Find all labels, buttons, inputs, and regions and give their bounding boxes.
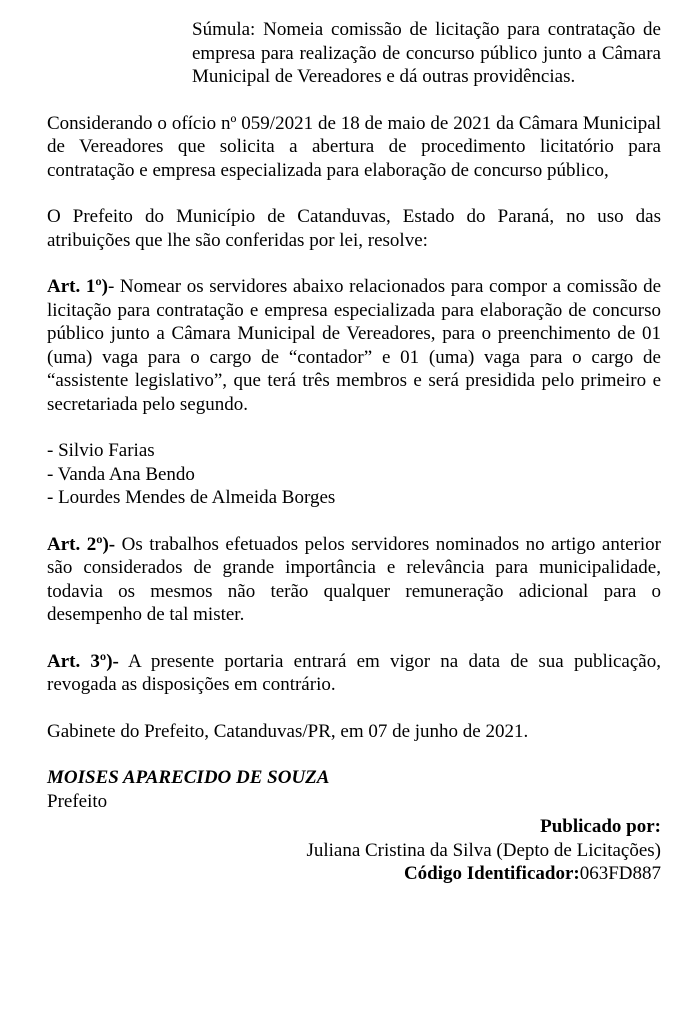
member-item: - Lourdes Mendes de Almeida Borges (47, 487, 336, 508)
article-3-text: A presente portaria entrará em vigor na data de sua publicação, revogada as disposições em contrário. (47, 650, 661, 695)
article-2-paragraph (47, 533, 661, 627)
member-item: - Vanda Ana Bendo (47, 463, 195, 485)
members-list (47, 439, 661, 510)
publisher-name: Juliana Cristina da Silva (Depto de Licitações) (306, 839, 661, 861)
identifier-value: 063FD887 (579, 863, 661, 884)
prefeito-intro-paragraph: O Prefeito do Município de Catanduvas, Estado do Paraná, no uso das atribuições que lhe são conferidas por lei, resolve: (47, 206, 661, 251)
article-3-paragraph (47, 650, 661, 697)
article-2-text: Os trabalhos efetuados pelos servidores nominados no artigo anterior são considerados de grande importância e relevância para municipalidade, todavia os mesmos não terão qualquer remuneração adicional para o desempenho de tal mister. (47, 533, 661, 625)
document-page (47, 18, 661, 886)
identifier-line (47, 862, 661, 886)
signature-name: MOISES APARECIDO DE SOUZA (47, 767, 330, 788)
publication-label: Publicado por: (540, 816, 661, 837)
considerando-paragraph: Considerando o ofício nº 059/2021 de 18 de maio de 2021 da Câmara Municipal de Vereadores que solicita a abertura de procedimento licitatório para contratação e empresa especializada para elaboração de concurso público, (47, 112, 661, 181)
publication-block (47, 815, 661, 886)
identifier-label: Código Identificador: (403, 863, 580, 884)
sumula-paragraph: Súmula: Nomeia comissão de licitação para contratação de empresa para realização de concurso público junto a Câmara Municipal de Vereadores e dá outras providências. (192, 19, 661, 87)
signature-role: Prefeito (47, 790, 108, 812)
gabinete-line: Gabinete do Prefeito, Catanduvas/PR, em 07 de junho de 2021. (47, 720, 529, 742)
article-2-label: Art. 2º)- (47, 533, 116, 555)
article-1-text: - Nomear os servidores abaixo relacionados para compor a comissão de licitação para contratação e empresa especializada para elaboração de concurso público junto a Câmara Municipal de Vereadores, para o preenchimento de 01 (uma) vaga para o cargo de “contador” e 01 (uma) vaga para o cargo de “assistente legislativo”, que terá três membros e será presidida pelo primeiro e secretariada pelo segundo. (47, 276, 662, 415)
article-1-label: Art. 1º) (47, 276, 108, 297)
article-3-label: Art. 3º)- (47, 650, 119, 672)
article-1-paragraph (47, 275, 661, 416)
member-item: - Silvio Farias (47, 440, 155, 461)
